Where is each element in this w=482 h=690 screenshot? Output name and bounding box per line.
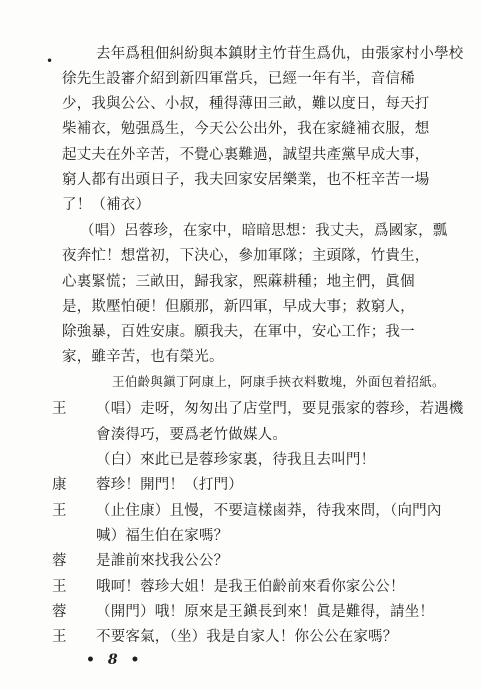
page-number: • 8 •	[86, 652, 144, 668]
speaker-label: 康	[52, 477, 67, 493]
speaker-label: 王	[52, 503, 67, 519]
narration-line: 起丈夫在外辛苦，不覺心裏難過，誠望共產黨早成大事，	[62, 147, 430, 163]
dialogue-line: （唱）走呀，匆匆出了店堂門，要見張家的蓉珍，若遇機	[96, 401, 464, 417]
narration-line: 去年爲租佃糾紛與本鎮財主竹苷生爲仇，由張家村小學校	[96, 46, 464, 62]
dialogue-line: 是誰前來找我公公？	[96, 553, 229, 569]
narration-line: 柴補衣，勉强爲生，今天公公出外，我在家縫補衣服，想	[62, 121, 430, 137]
dialogue-line: 會湊得巧，要爲老竹做媒人。	[96, 427, 288, 443]
dialogue-line: 不要客氣，（坐）我是自家人！你公公在家嗎？	[96, 629, 398, 645]
dialogue-line: 蓉珍！開門！（打門）	[96, 477, 243, 493]
dialogue-line: 哦呵！蓉珍大姐！是我王伯齡前來看你家公公！	[96, 579, 405, 595]
song-line: 家，雖辛苦，也有榮光。	[62, 349, 224, 365]
page-mark: •	[46, 54, 54, 68]
song-line: 是，欺壓怕硬！但願那，新四軍，早成大事；救窮人，	[62, 299, 415, 315]
song-line: 夜奔忙！想當初，下決心，參加軍隊；主頭隊，竹貴生，	[62, 248, 430, 264]
speaker-label: 蓉	[52, 604, 67, 620]
dialogue-line: （白）來此已是蓉珍家裏，待我且去叫門！	[96, 452, 376, 468]
speaker-label: 王	[52, 579, 67, 595]
narration-line: 窮人都有出頭日子，我夫回家安居樂業，也不枉辛苦一場	[62, 172, 430, 188]
speaker-label: 王	[52, 629, 67, 645]
narration-line: 少，我與公公、小叔，種得薄田三畝，難以度日，每天打	[62, 96, 430, 112]
dialogue-line: （止住康）且慢，不要這樣鹵莽，待我來問，（向門內	[96, 503, 442, 519]
narration-line: 了！（補衣）	[62, 197, 151, 213]
song-line: （唱）呂蓉珍，在家中，暗暗思想：我丈夫，爲國家，瓢	[80, 223, 448, 239]
narration-line: 徐先生設審介紹到新四軍當兵，已經一年有半，音信稀	[62, 71, 415, 87]
speaker-label: 王	[52, 401, 67, 417]
dialogue-line: 喊）福生伯在家嗎？	[96, 528, 229, 544]
stage-direction: 王伯齡與鎭丁阿康上，阿康手挾衣料數塊，外面包着招紙。	[112, 374, 445, 389]
song-line: 除強暴，百姓安康。願我夫，在軍中，安心工作；我一	[62, 324, 415, 340]
speaker-label: 蓉	[52, 553, 67, 569]
dialogue-line: （開門）哦！原來是王鎭長到來！眞是難得，請坐！	[96, 604, 435, 620]
song-line: 心裏緊慌；三畝田，歸我家，熙蔴耕種；地主們，眞個	[62, 274, 415, 290]
